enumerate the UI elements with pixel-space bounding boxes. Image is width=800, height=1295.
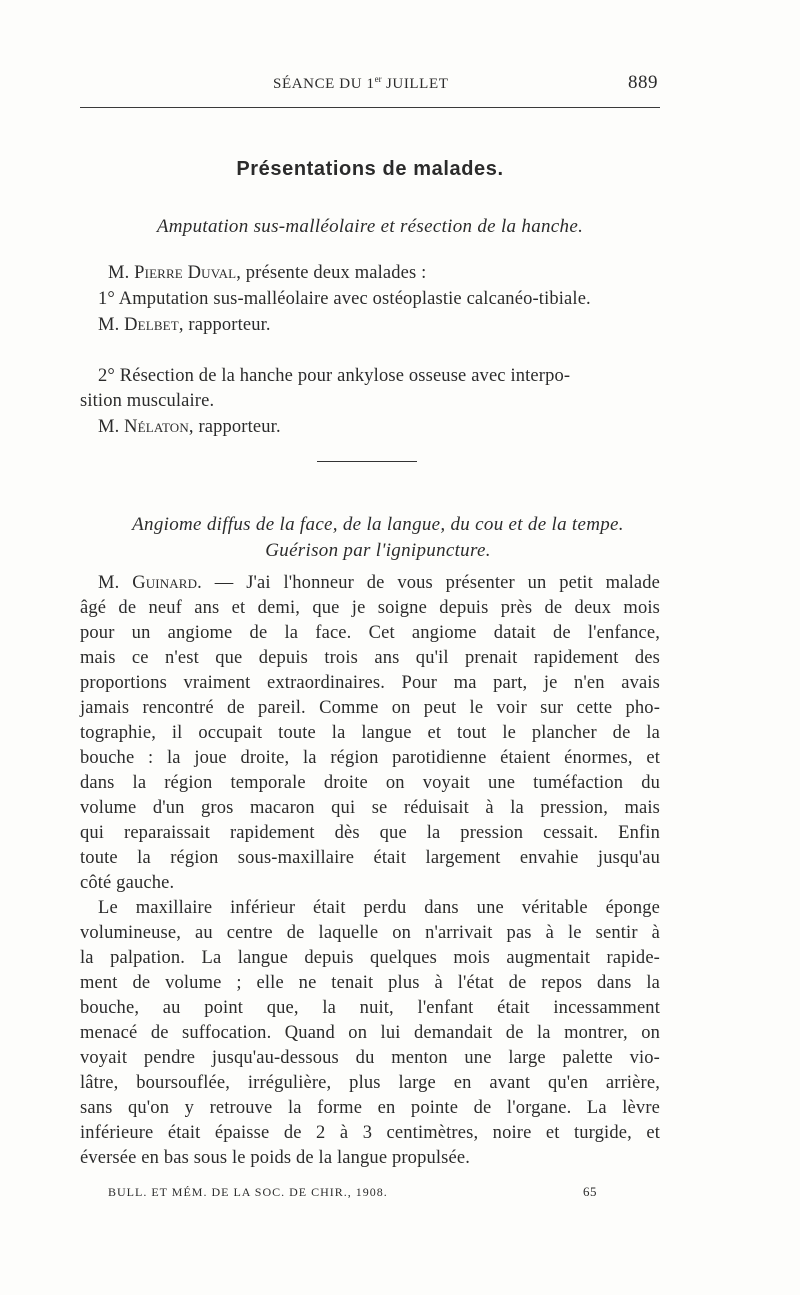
paragraph-line: Le maxillaire inférieur était perdu dans une véritable éponge bbox=[98, 898, 660, 918]
paragraph-line: bouche, au point que, la nuit, l'enfant était incessamment bbox=[80, 998, 660, 1018]
paragraph-line: volume d'un gros macaron qui se réduisait à la pression, mais bbox=[80, 798, 660, 818]
paragraph-line: côté gauche. bbox=[80, 873, 175, 893]
paragraph-line: sans qu'on y retrouve la forme en pointe de l'organe. La lèvre bbox=[80, 1098, 660, 1118]
case1-title: Amputation sus-malléolaire et résection de la hanche. bbox=[156, 216, 584, 237]
paragraph-line: jamais rencontré de pareil. Comme on peut le voir sur cette pho- bbox=[80, 698, 660, 718]
paragraph-line: bouche : la joue droite, la région parotidienne étaient énormes, et bbox=[80, 748, 660, 768]
paragraph-line: qui reparaissait rapidement dès que la pression cessait. Enfin bbox=[80, 823, 660, 843]
page-footer bbox=[108, 1185, 608, 1200]
case1-item2-line2: sition musculaire. bbox=[80, 391, 215, 411]
paragraph-line: proportions vraiment extraordinaires. Pour ma part, je n'en avais bbox=[80, 673, 660, 693]
case2-title-line2: Guérison par l'ignipuncture. bbox=[265, 540, 491, 561]
footer-citation: BULL. ET MÉM. DE LA SOC. DE CHIR., 1908. bbox=[108, 1185, 388, 1199]
paragraph-line: âgé de neuf ans et demi, que je soigne depuis près de deux mois bbox=[80, 598, 660, 618]
paragraph-line: mais ce n'est que depuis trois ans qu'il prenait rapidement des bbox=[80, 648, 660, 668]
page-number: 889 bbox=[628, 72, 658, 93]
paragraph-line: éversée en bas sous le poids de la langue propulsée. bbox=[80, 1148, 471, 1168]
case1-presenter: M. Pierre Duval, présente deux malades : bbox=[108, 263, 427, 283]
header-rule bbox=[80, 107, 660, 108]
section-heading: Présentations de malades. bbox=[236, 158, 504, 180]
case2-speaker-line: M. Guinard. — J'ai l'honneur de vous présenter un petit malade bbox=[98, 573, 660, 593]
paragraph-line: inférieure était épaisse de 2 à 3 centimètres, noire et turgide, et bbox=[80, 1123, 660, 1143]
paragraph-line: ment de volume ; elle ne tenait plus à l'état de repos dans la bbox=[80, 973, 660, 993]
paragraph-line: lâtre, boursouflée, irrégulière, plus large en avant qu'en arrière, bbox=[80, 1073, 660, 1093]
signature-mark: 65 bbox=[583, 1184, 597, 1199]
case1-item2-line1: 2° Résection de la hanche pour ankylose osseuse avec interpo- bbox=[98, 366, 571, 386]
case1-item1: 1° Amputation sus-malléolaire avec ostéoplastie calcanéo-tibiale. bbox=[98, 289, 591, 309]
paragraph-line: la palpation. La langue depuis quelques mois augmentait rapide- bbox=[80, 948, 660, 968]
separator-rule bbox=[317, 461, 417, 462]
paragraph-line: volumineuse, au centre de laquelle on n'arrivait pas à le sentir à bbox=[80, 923, 660, 943]
case2-title-line1: Angiome diffus de la face, de la langue, du cou et de la tempe. bbox=[132, 514, 624, 535]
case1-rapporteur2: M. Nélaton, rapporteur. bbox=[98, 417, 281, 437]
paragraph-line: pour un angiome de la face. Cet angiome datait de l'enfance, bbox=[80, 623, 660, 643]
running-head bbox=[108, 74, 660, 98]
paragraph-line: menacé de suffocation. Quand on lui demandait de la montrer, on bbox=[80, 1023, 660, 1043]
paragraph-line: dans la région temporale droite on voyait une tuméfaction du bbox=[80, 773, 660, 793]
running-head-title: SÉANCE DU 1er JUILLET bbox=[273, 74, 449, 92]
paragraph-line: voyait pendre jusqu'au-dessous du menton une large palette vio- bbox=[80, 1048, 660, 1068]
paragraph-line: tographie, il occupait toute la langue et tout le plancher de la bbox=[80, 723, 660, 743]
case1-rapporteur1: M. Delbet, rapporteur. bbox=[98, 315, 271, 335]
paragraph-line: toute la région sous-maxillaire était largement envahie jusqu'au bbox=[80, 848, 660, 868]
